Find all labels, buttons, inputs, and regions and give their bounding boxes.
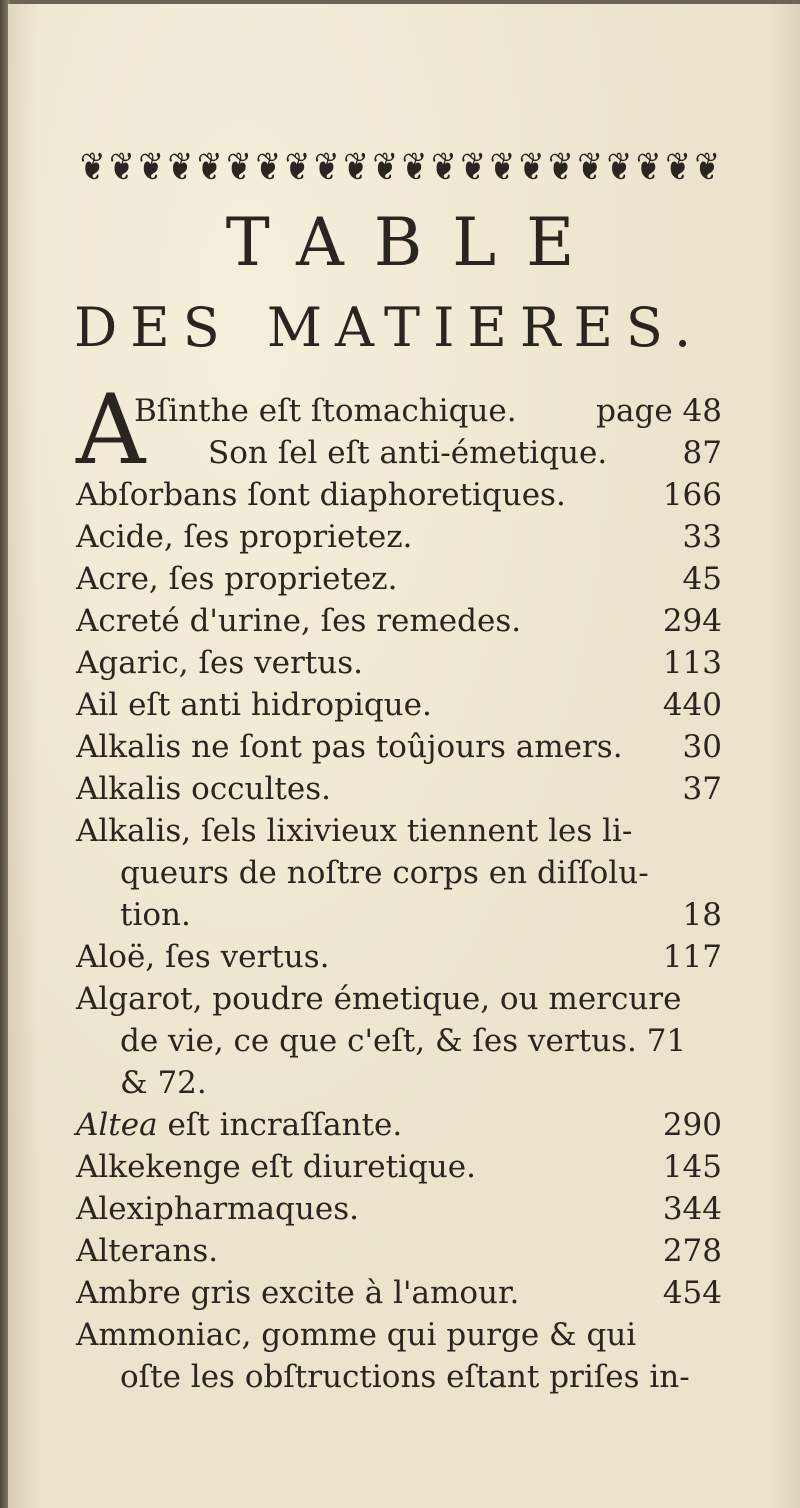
fleuron-icon: ❦ (518, 144, 545, 190)
entry-text: Alexipharmaques. (76, 1191, 359, 1227)
entry-page: 166 (662, 477, 722, 513)
fleuron-icon: ❦ (489, 144, 515, 190)
entry-text: tion. (120, 897, 191, 933)
entry-text: Abſorbans ſont diaphoretiques. (76, 477, 566, 513)
entry-text: Ammoniac, gomme qui purge & qui (76, 1317, 637, 1353)
entry-page: 294 (662, 603, 722, 639)
entry-text: Alterans. (76, 1233, 219, 1269)
index-entry-continuation (76, 1020, 722, 1062)
entry-text: oſte les obſtructions eſtant priſes in- (120, 1359, 690, 1395)
book-page (8, 4, 800, 1508)
first-entry (76, 374, 722, 486)
fleuron-icon: ❦ (197, 144, 223, 190)
entry-page: 454 (662, 1275, 722, 1311)
title-des-matieres (74, 296, 734, 359)
fleuron-icon: ❦ (343, 144, 369, 190)
title-table: TABLE (225, 204, 605, 281)
fleuron-icon: ❦ (548, 144, 574, 190)
entry-text: Acre, ſes proprietez. (76, 561, 398, 597)
entry-text: Aloë, ſes vertus. (76, 939, 330, 975)
fleuron-icon: ❦ (255, 144, 281, 190)
title-des: DES (74, 296, 233, 359)
entry-text: Altea eſt incraſſante. (76, 1107, 403, 1143)
index-entry (76, 1146, 722, 1188)
index-entry (76, 810, 722, 852)
index-entry (76, 726, 722, 768)
index-entry (76, 1314, 722, 1356)
entry-page: 113 (662, 645, 722, 681)
index-entry (76, 1104, 722, 1146)
index-entry (76, 516, 722, 558)
fleuron-icon: ❦ (606, 144, 632, 190)
entry-text: & 72. (120, 1065, 207, 1101)
entry-page: 18 (682, 897, 722, 933)
fleuron-icon: ❦ (314, 144, 340, 190)
entry-page: 117 (662, 939, 722, 975)
title-matieres: MATIERES. (266, 296, 705, 359)
index-entry (76, 1188, 722, 1230)
index-entry (76, 978, 722, 1020)
fleuron-icon: ❦ (460, 144, 486, 190)
fleuron-icon: ❦ (372, 144, 398, 190)
fleuron-icon: ❦ (284, 144, 310, 190)
index-entry (76, 684, 722, 726)
entry-page: 37 (682, 771, 722, 807)
entry-page: 440 (662, 687, 722, 723)
entry-text: Alkekenge eſt diuretique. (76, 1149, 476, 1185)
entry-text: Agaric, ſes vertus. (76, 645, 363, 681)
index-entry (76, 558, 722, 600)
entry-text: queurs de noſtre corps en diſſolu- (120, 855, 649, 891)
fleuron-icon: ❦ (694, 144, 720, 190)
entry-page: 30 (682, 729, 722, 765)
entry-page: 278 (662, 1233, 722, 1269)
fleuron-icon: ❦ (109, 144, 135, 190)
index-entries (76, 374, 722, 1398)
entry-text: Ambre gris excite à l'amour. (76, 1275, 520, 1311)
entry-text: Algarot, poudre émetique, ou mercure (76, 981, 682, 1017)
entry-page: 87 (682, 435, 722, 471)
fleuron-icon: ❦ (431, 144, 457, 190)
fleuron-icon: ❦ (80, 144, 106, 190)
ornament-band (80, 142, 720, 192)
fleuron-icon: ❦ (636, 144, 662, 190)
entry-page: 344 (662, 1191, 722, 1227)
entry-text: Acreté d'urine, ſes remedes. (76, 603, 522, 639)
entry-text: Bſinthe eſt ſtomachique. (134, 393, 517, 429)
fleuron-icon: ❦ (577, 144, 603, 190)
index-entry (76, 936, 722, 978)
index-entry-continuation (76, 894, 722, 936)
index-entry-continuation (76, 1356, 722, 1398)
entry-text: Ail eſt anti hidropique. (76, 687, 432, 723)
index-entry (76, 642, 722, 684)
entry-page: 45 (682, 561, 722, 597)
entry-page: 290 (662, 1107, 722, 1143)
index-entry (76, 1230, 722, 1272)
index-entry (76, 432, 722, 474)
entry-text: Son ſel eſt anti-émetique. (208, 435, 608, 471)
fleuron-icon: ❦ (167, 144, 193, 190)
entry-page: 145 (662, 1149, 722, 1185)
fleuron-icon: ❦ (401, 144, 428, 190)
index-entry (76, 600, 722, 642)
fleuron-icon: ❦ (226, 144, 252, 190)
entry-text: Alkalis ne ſont pas toûjours amers. (76, 729, 623, 765)
entry-text: Acide, ſes proprietez. (76, 519, 413, 555)
entry-text: Alkalis occultes. (76, 771, 331, 807)
entry-list (76, 474, 722, 1398)
drop-cap: A (76, 374, 146, 486)
index-entry (76, 474, 722, 516)
entry-text: Alkalis, ſels lixivieux tiennent les li- (76, 813, 633, 849)
entry-page: 33 (682, 519, 722, 555)
index-entry-continuation (76, 1062, 722, 1104)
index-entry (76, 768, 722, 810)
entry-text: de vie, ce que c'eſt, & ſes vertus. 71 (120, 1023, 687, 1059)
index-entry (76, 1272, 722, 1314)
fleuron-icon: ❦ (138, 144, 164, 190)
entry-page: page 48 (596, 393, 722, 429)
index-entry (76, 390, 722, 432)
fleuron-icon: ❦ (665, 144, 691, 190)
index-entry-continuation (76, 852, 722, 894)
